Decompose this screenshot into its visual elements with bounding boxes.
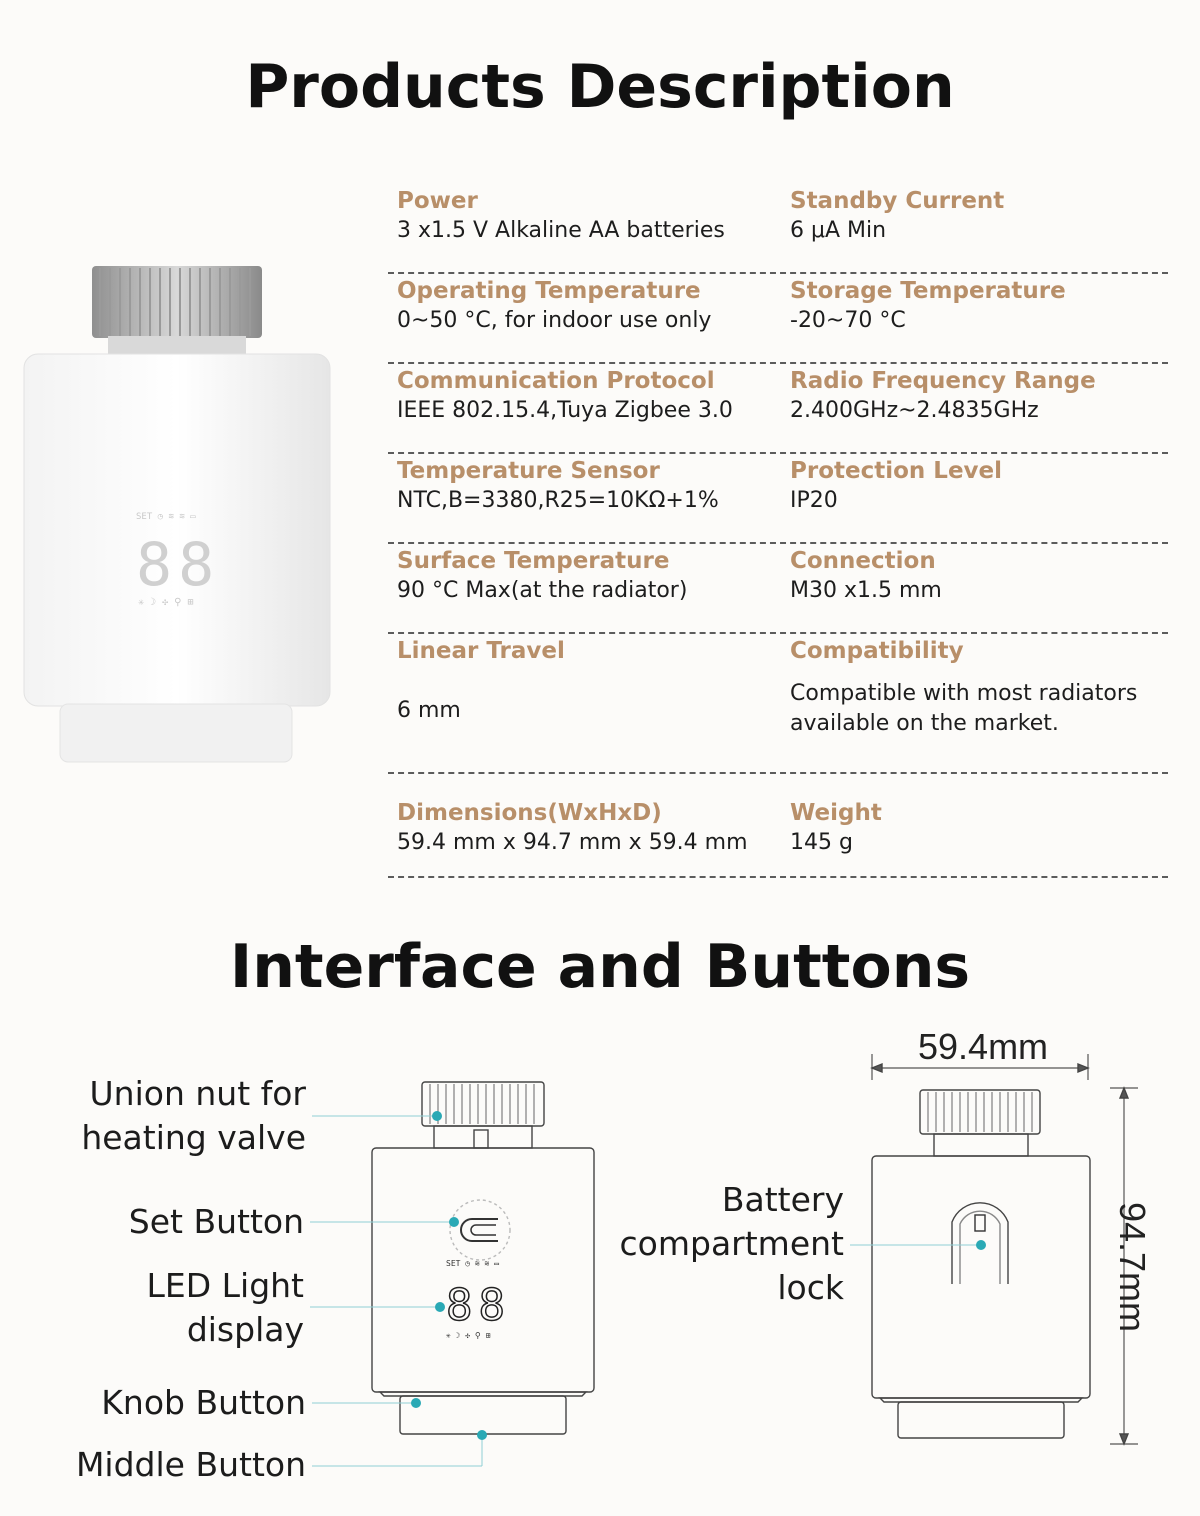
left-union-nut-drawing [422,1082,544,1126]
spec-label: Dimensions(WxHxD) [397,800,662,826]
spec-value: 0~50 °C, for indoor use only [397,308,712,333]
spec-row [388,364,1168,454]
battery-lock-callout [620,1178,844,1310]
union-nut-callout [81,1072,306,1160]
callout-line: Union nut for [89,1074,306,1113]
spec-value: IEEE 802.15.4,Tuya Zigbee 3.0 [397,398,733,423]
svg-text:88: 88 [446,1280,511,1331]
left-body-drawing [372,1148,594,1392]
spec-row [388,454,1168,544]
spec-table [388,184,1168,878]
spec-label: Standby Current [790,188,1005,214]
spec-label: Storage Temperature [790,278,1066,304]
thermostat-photo [0,0,360,800]
spec-row [388,634,1168,774]
callout-line: lock [777,1268,844,1307]
spec-label: Connection [790,548,936,574]
spec-label: Communication Protocol [397,368,715,394]
spec-value: 2.400GHz~2.4835GHz [790,398,1039,423]
knob-button-callout: Knob Button [101,1383,306,1422]
battery-lock-dot [976,1240,986,1250]
spec-value: 59.4 mm x 94.7 mm x 59.4 mm [397,830,748,855]
spec-label: Weight [790,800,882,826]
spec-row [388,544,1168,634]
callout-line: LED Light [146,1266,304,1305]
middle-button-callout: Middle Button [75,1445,306,1484]
products-description-title: Products Description [245,52,955,122]
set-button-callout: Set Button [128,1202,304,1241]
spec-row [388,184,1168,274]
svg-text:88: 88 [136,530,221,600]
spec-label: Temperature Sensor [397,458,660,484]
svg-text:SET ◷ ≋ ≋ ▭: SET ◷ ≋ ≋ ▭ [446,1259,499,1268]
spec-label: Linear Travel [397,638,565,664]
width-dimension-label: 59.4mm [918,1026,1049,1067]
spec-label: Protection Level [790,458,1003,484]
spec-value: 90 °C Max(at the radiator) [397,578,688,603]
svg-text:✳ ☽ ✣ ⚲ ⊞: ✳ ☽ ✣ ⚲ ⊞ [446,1331,491,1340]
spec-value: 3 x1.5 V Alkaline AA batteries [397,218,725,243]
spec-value: available on the market. [790,711,1059,736]
spec-row [388,274,1168,364]
svg-text:SET ◷ ≋ ≋ ▭: SET ◷ ≋ ≋ ▭ [136,512,196,522]
spec-label: Compatibility [790,638,964,664]
union-nut-dot [432,1111,442,1121]
set-button-dot [449,1217,459,1227]
spec-value: -20~70 °C [790,308,906,333]
callout-line: display [186,1310,304,1349]
spec-value: 145 g [790,830,853,855]
callout-line: heating valve [81,1118,306,1157]
middle-button-dot [477,1430,487,1440]
svg-text:✳ ☽ ✣ ⚲ ⊞: ✳ ☽ ✣ ⚲ ⊞ [138,597,194,608]
right-body-drawing [872,1156,1090,1398]
spec-label: Operating Temperature [397,278,701,304]
spec-value: Compatible with most radiators [790,681,1138,706]
spec-label: Power [397,188,478,214]
led-display-dot [435,1302,445,1312]
spec-value: M30 x1.5 mm [790,578,942,603]
spec-label: Radio Frequency Range [790,368,1096,394]
spec-row [388,774,1168,878]
callout-line: Battery [721,1180,844,1219]
height-dimension-label: 94.7mm [1112,1201,1153,1333]
interface-buttons-title: Interface and Buttons [229,932,971,1002]
spec-label: Surface Temperature [397,548,670,574]
union-nut-photo [92,266,262,338]
led-display-callout [147,1264,305,1352]
spec-value: 6 μA Min [790,218,887,243]
callout-line: compartment [619,1224,844,1263]
spec-value: 6 mm [397,698,461,723]
spec-value: IP20 [790,488,838,513]
right-union-nut-drawing [920,1090,1040,1134]
spec-value: NTC,B=3380,R25=10KΩ+1% [397,488,719,513]
knob-button-dot [411,1398,421,1408]
